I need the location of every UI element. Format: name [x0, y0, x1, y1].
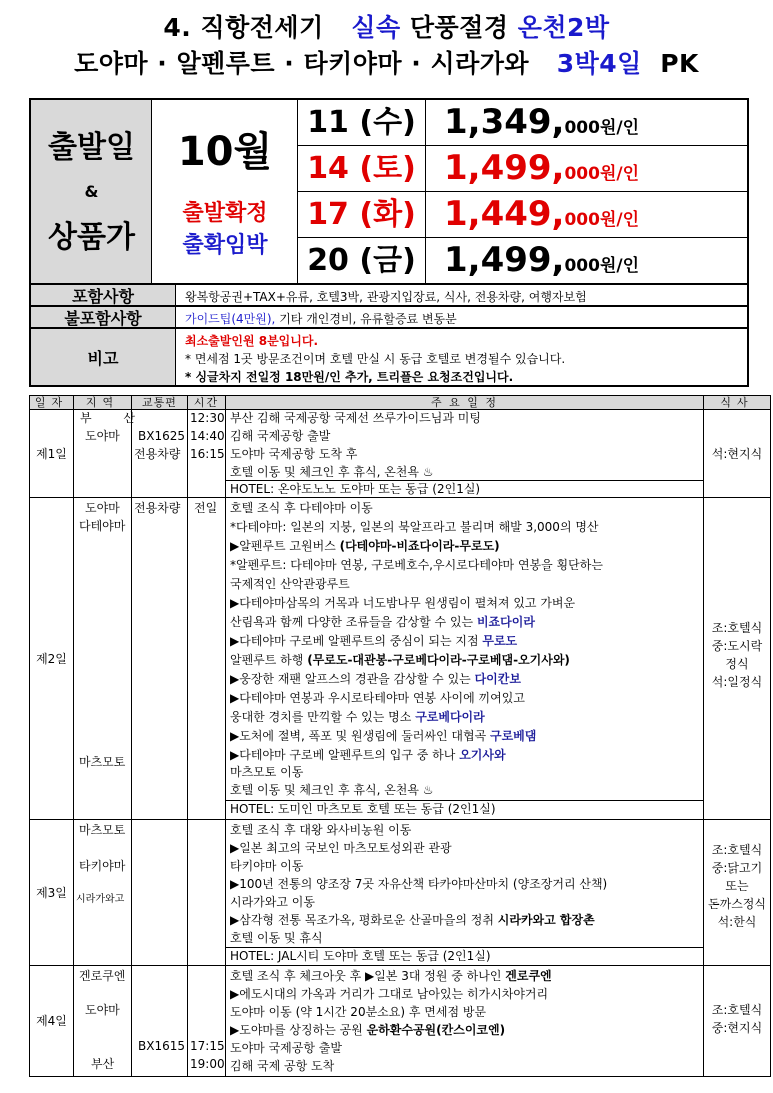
meal-breakfast: 조:호텔식	[711, 1003, 763, 1017]
itinerary-line	[230, 747, 506, 763]
region-kenrokuen: 겐로쿠엔	[79, 969, 126, 983]
title-highlight-budget: 실속	[351, 13, 401, 42]
time: 14:40	[190, 429, 225, 443]
itinerary-text: ▶알펜루트 고원버스	[230, 539, 340, 553]
itinerary-line: ▶일본 최고의 국보인 마츠모토성외관 관광	[230, 841, 452, 855]
price-value	[444, 146, 639, 191]
price-row	[298, 238, 747, 284]
included-label: 포함사항	[31, 285, 176, 305]
itinerary-line	[230, 652, 570, 668]
meal-lunch-or: 또는	[725, 879, 749, 893]
itinerary-highlight: 비죠다이라	[476, 615, 535, 629]
time: 19:00	[190, 1057, 225, 1071]
note-single-charge: * 싱글차지 전일정 18만원/인 추가, 트리플은 요청조건입니다.	[185, 370, 514, 384]
time-cell	[188, 410, 225, 497]
region-matsumoto: 마츠모토	[79, 823, 126, 837]
time-all-day: 전일	[194, 501, 218, 515]
itinerary-line	[230, 968, 552, 984]
region-busan: 부산	[91, 1057, 115, 1071]
itinerary-line: 김해 국제공항 출발	[230, 429, 331, 443]
region-cell	[74, 966, 131, 1076]
meals-cell	[704, 820, 770, 965]
day-label: 제4일	[36, 1014, 67, 1028]
itinerary-text: 산림욕과 함께 다양한 조류들을 감상할 수 있는	[230, 615, 477, 629]
note-duty-free: * 면세점 1곳 방문조건이며 호텔 만실 시 동급 호텔로 변경될수 있습니다.	[185, 352, 566, 366]
excluded-text	[185, 310, 457, 327]
included-text: 왕복항공권+TAX+유류, 호텔3박, 관광지입장료, 식사, 전용차량, 여행자보험	[185, 290, 587, 304]
itinerary-table	[29, 395, 771, 1077]
price-unit: 000원/인	[564, 256, 640, 276]
itinerary-line: ▶다테야마삼목의 거목과 너도밤나무 원생림이 펼쳐져 있고 가벼운	[230, 596, 576, 610]
itinerary-line: 호텔 이동 및 체크인 후 휴식, 온천욕 ♨	[230, 783, 434, 797]
price-main: 1,499,	[444, 240, 565, 280]
table-row	[30, 410, 771, 498]
itinerary-bold: (다테야마-비죠다이라-무로도)	[339, 539, 500, 553]
hotel-line: HOTEL: 온야도노노 도야마 또는 동급 (2인1실)	[226, 480, 703, 497]
ampersand: &	[84, 182, 99, 201]
region-toyama: 도야마	[85, 501, 120, 515]
meal-lunch: 중:도시락	[711, 639, 763, 653]
price-unit: 000원/인	[564, 210, 640, 230]
title-prefix: 4. 직항전세기	[163, 13, 324, 42]
itinerary-line: 호텔 조식 후 다테야마 이동	[230, 501, 373, 515]
meal-breakfast: 조:호텔식	[711, 843, 763, 857]
time-cell	[188, 498, 225, 819]
departure-month: 10월	[177, 129, 273, 175]
itinerary-bold: 시라카와고 합장촌	[497, 913, 595, 927]
excluded-rest: 기타 개인경비, 유류할증료 변동분	[275, 312, 457, 326]
itinerary-text: ▶다테야마 구로베 알펜루트의 입구 중 하나	[230, 748, 460, 762]
itinerary-highlight: 오기사와	[459, 748, 506, 762]
itinerary-line: 김해 국제 공항 도착	[230, 1059, 335, 1073]
itinerary-line	[230, 912, 595, 928]
guide-tip: 가이드팁(4만원),	[185, 312, 276, 326]
price-value	[444, 238, 639, 283]
month-cell	[152, 100, 298, 283]
confirmed-badge: 출발확정	[182, 201, 268, 226]
table-row	[30, 820, 771, 966]
itinerary-highlight: 구로베다이라	[415, 710, 485, 724]
departure-date: 11 (수)	[298, 100, 426, 145]
itinerary-line: *알펜루트: 다테야마 연봉, 구로베호수,우시로다테야마 연봉을 횡단하는	[230, 558, 603, 572]
itinerary-line: 도야마 이동 (약 1시간 20분소요) 후 면세점 방문	[230, 1005, 487, 1019]
itinerary-line: 시라가와고 이동	[230, 895, 315, 909]
flight-number: BX1615	[138, 1039, 185, 1053]
price-main: 1,449,	[444, 194, 565, 234]
meals-cell	[704, 966, 770, 1076]
departure-date: 20 (금)	[298, 238, 426, 283]
itinerary-line	[230, 614, 535, 630]
itinerary-line: 부산 김해 국제공항 국제선 쓰루가이드님과 미팅	[230, 411, 481, 425]
itinerary-line: ▶다테야마 연봉과 우시로타테야마 연봉 사이에 끼여있고	[230, 691, 525, 705]
itinerary-text: ▶삼각형 전통 목조가옥, 평화로운 산골마을의 정취	[230, 913, 498, 927]
transport-cell	[132, 410, 187, 497]
header-meals: 식사	[704, 396, 771, 410]
itinerary-line: *다테야마: 일본의 지붕, 일본의 북알프라고 불리며 해발 3,000의 명산	[230, 520, 599, 534]
title-foliage: 단풍절경	[409, 13, 509, 42]
itinerary-cell	[226, 410, 703, 497]
region-takiyama: 타키야마	[79, 859, 126, 873]
day-label: 제3일	[36, 885, 67, 900]
hotel-line: HOTEL: 도미인 마츠모토 호텔 또는 동급 (2인1실)	[226, 800, 703, 817]
table-row	[30, 966, 771, 1077]
title-duration: 3박4일	[556, 49, 642, 78]
itinerary-line	[230, 728, 536, 744]
departure-label: 출발일	[48, 130, 135, 165]
itinerary-text: 웅대한 경치를 만끽할 수 있는 명소	[230, 710, 416, 724]
price-unit: 000원/인	[564, 164, 640, 184]
excluded-label: 불포함사항	[31, 307, 176, 327]
meal-lunch-cont: 정식	[725, 657, 749, 671]
itinerary-line: 타키야마 이동	[230, 859, 304, 873]
meal-lunch: 중:현지식	[711, 1021, 763, 1035]
itinerary-text: ▶도야마를 상징하는 공원	[230, 1023, 367, 1037]
itinerary-bold: 운하환수공원(칸스이코엔)	[366, 1023, 506, 1037]
price-row	[298, 146, 747, 192]
region-toyama: 도야마	[85, 429, 120, 443]
itinerary-line: 호텔 이동 및 체크인 후 휴식, 온천욕 ♨	[230, 465, 434, 479]
itinerary-text: ▶다테야마 구로베 알펜루트의 중심이 되는 지점	[230, 634, 483, 648]
flight-number: BX1625	[138, 429, 185, 443]
title-highlight-onsen: 온천2박	[517, 13, 610, 42]
itinerary-text: 호텔 조식 후 체크아웃 후 ▶일본 3대 정원 중 하나인	[230, 969, 506, 983]
table-row	[30, 498, 771, 820]
region-busan: 부 산	[80, 411, 149, 425]
header-itinerary: 주 요 일 정	[226, 396, 704, 410]
itinerary-line	[230, 709, 485, 725]
itinerary-line	[230, 633, 517, 649]
price-value	[444, 192, 639, 237]
price-main: 1,499,	[444, 148, 565, 188]
price-value	[444, 100, 639, 145]
itinerary-line	[230, 671, 521, 687]
itinerary-line: 국제적인 산악관광루트	[230, 577, 350, 591]
itinerary-line: 마츠모토 이동	[230, 765, 304, 779]
itinerary-bold: 겐로쿠엔	[505, 969, 552, 983]
itinerary-line: 호텔 조식 후 대왕 와사비농원 이동	[230, 823, 412, 837]
itinerary-line	[230, 1022, 505, 1038]
itinerary-line: 호텔 이동 및 휴식	[230, 931, 323, 945]
time: 16:15	[190, 447, 225, 461]
departure-label-cell	[31, 100, 152, 283]
hotel-line: HOTEL: JAL시티 도야마 호텔 또는 동급 (2인1실)	[226, 947, 703, 964]
time: 17:15	[190, 1039, 225, 1053]
title-line-1	[0, 8, 773, 44]
price-row	[298, 100, 747, 146]
title-pk: PK	[660, 49, 699, 78]
itinerary-highlight: 다이칸보	[474, 672, 521, 686]
itinerary-header-row	[30, 396, 771, 410]
excluded-row	[29, 307, 749, 329]
time: 12:30	[190, 411, 225, 425]
price-unit: 000원/인	[564, 118, 640, 138]
itinerary-line: 도야마 국제공항 출발	[230, 1041, 342, 1055]
itinerary-highlight: 무로도	[482, 634, 518, 648]
departure-date: 17 (화)	[298, 192, 426, 237]
notes-label: 비고	[31, 329, 176, 385]
region-shirakawago: 시라가와고	[76, 894, 125, 905]
meal-lunch: 중:닭고기	[711, 861, 763, 875]
price-row	[298, 192, 747, 238]
itinerary-line	[230, 538, 500, 554]
itinerary-cell	[226, 820, 703, 965]
header-region: 지역	[74, 396, 132, 410]
departure-price-box	[29, 98, 749, 285]
itinerary-bold: (무로도-대관봉-구로베다이라-구로베댐-오기사와)	[307, 653, 570, 667]
departure-date: 14 (토)	[298, 146, 426, 191]
header-day: 일자	[30, 396, 74, 410]
meal-breakfast: 조:호텔식	[711, 621, 763, 635]
region-cell	[74, 410, 149, 497]
included-row	[29, 285, 749, 307]
day-label: 제1일	[36, 446, 67, 461]
price-label: 상품가	[48, 220, 135, 255]
itinerary-line: 도야마 국제공항 도착 후	[230, 447, 358, 461]
header-transport: 교통편	[132, 396, 188, 410]
itinerary-text: ▶도처에 절벽, 폭포 및 원생림에 둘러싸인 대협곡	[230, 729, 490, 743]
itinerary-cell	[226, 966, 703, 1076]
transport-cell	[132, 966, 187, 1076]
itinerary-line: ▶100년 전통의 양조장 7곳 자유산책 타카야마산마치 (양조장거리 산책)	[230, 877, 608, 891]
header-time: 시간	[188, 396, 226, 410]
transport-cell	[132, 498, 187, 819]
transport-vehicle: 전용차량	[134, 447, 181, 461]
day-label: 제2일	[36, 651, 67, 666]
meal-lunch-alt: 돈까스정식	[708, 897, 766, 911]
meals-cell: 석:현지식	[711, 446, 763, 461]
itinerary-text: ▶웅장한 재팬 알프스의 경관을 감상할 수 있는	[230, 672, 475, 686]
region-matsumoto: 마츠모토	[79, 755, 126, 769]
time-cell	[188, 966, 225, 1076]
imminent-badge: 출확임박	[182, 233, 268, 258]
transport-vehicle: 전용차량	[134, 501, 181, 515]
region-cell	[74, 820, 131, 965]
meals-cell	[704, 498, 770, 819]
title-line-2	[0, 44, 773, 80]
meal-dinner: 석:일정식	[711, 675, 763, 689]
min-participants-note: 최소출발인원 8분입니다.	[185, 334, 319, 348]
itinerary-line: ▶에도시대의 가옥과 거리가 그대로 남아있는 히가시차야거리	[230, 987, 549, 1001]
price-main: 1,349,	[444, 102, 565, 142]
title-route: 도야마 · 알펜루트 · 타키야마 · 시라가와	[74, 49, 530, 78]
region-toyama: 도야마	[85, 1003, 120, 1017]
itinerary-cell	[226, 498, 703, 819]
region-cell	[74, 498, 131, 819]
itinerary-text: 알펜루트 하행	[230, 653, 308, 667]
region-tateyama: 다테야마	[79, 519, 126, 533]
itinerary-highlight: 구로베댐	[490, 729, 537, 743]
meal-dinner: 석:한식	[717, 915, 757, 929]
notes-row	[29, 329, 749, 387]
